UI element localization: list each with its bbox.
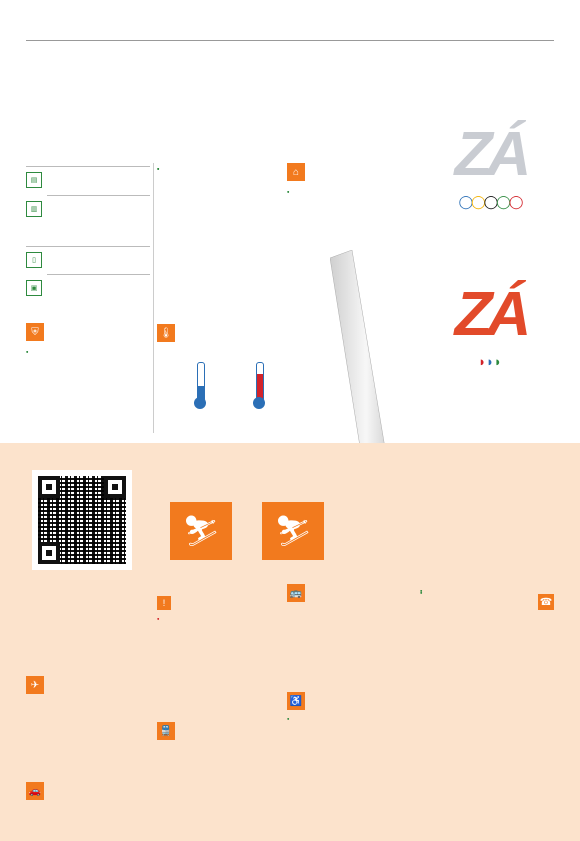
jacket-icon: ⛨ — [26, 323, 44, 341]
paralympic-logo — [430, 280, 550, 430]
auto-section — [26, 782, 151, 803]
phone-support-icon: ☎ — [538, 594, 554, 610]
ski-jump-icon: ⛷ — [170, 502, 232, 560]
lock-icon: ▣ — [26, 280, 42, 296]
page-header — [0, 0, 580, 40]
accessibilita-right-column — [420, 584, 554, 612]
dove-dormire-section — [287, 163, 387, 189]
bus-icon: 🚌 — [287, 584, 305, 602]
list-item — [26, 252, 150, 268]
wheelchair-icon: ♿ — [287, 692, 305, 710]
park-bus-section — [157, 584, 279, 616]
treno-section — [157, 722, 279, 746]
bus-section — [287, 584, 415, 608]
car-icon: 🚗 — [26, 782, 44, 800]
nordic-combined-icon: ⛷ — [262, 502, 324, 560]
come-raggiungere-section — [26, 606, 151, 610]
train-icon: 🚆 — [157, 722, 175, 740]
certificate-icon: ▤ — [26, 172, 42, 188]
agitos-icon: ◗◗◗ — [478, 354, 502, 369]
header-rule — [26, 40, 554, 41]
airplane-icon: ✈ — [26, 676, 44, 694]
suggerimenti-section — [26, 243, 150, 296]
phone-icon: ▯ — [26, 252, 42, 268]
document-icon: ▥ — [26, 201, 42, 217]
olympic-logo — [430, 120, 550, 270]
thermometer-min — [197, 362, 205, 402]
olympic-rings-icon: ◯◯◯◯◯ — [458, 194, 522, 209]
list-item — [26, 280, 150, 296]
qr-code[interactable] — [32, 470, 132, 570]
bed-icon: ⌂ — [287, 163, 305, 181]
olympic-emblem-icon: ZÁ — [454, 120, 526, 189]
abbigliamento-col2 — [157, 163, 279, 166]
list-item — [26, 201, 150, 217]
thermometers — [157, 348, 279, 418]
list-item — [26, 172, 150, 188]
meteo-section — [157, 324, 279, 416]
accessibilita-section — [287, 692, 415, 716]
warning-icon: ! — [157, 596, 171, 610]
right-col-text4 — [420, 590, 534, 610]
altri-documenti-section — [26, 163, 150, 217]
aeroporti-section — [26, 676, 151, 699]
paralympic-emblem-icon: ZÁ — [454, 280, 526, 349]
thermometer-icon: 🌡 — [157, 324, 175, 342]
cerimonia-section — [445, 478, 557, 481]
abbigliamento-section — [26, 323, 150, 349]
thermometer-max — [256, 362, 264, 402]
